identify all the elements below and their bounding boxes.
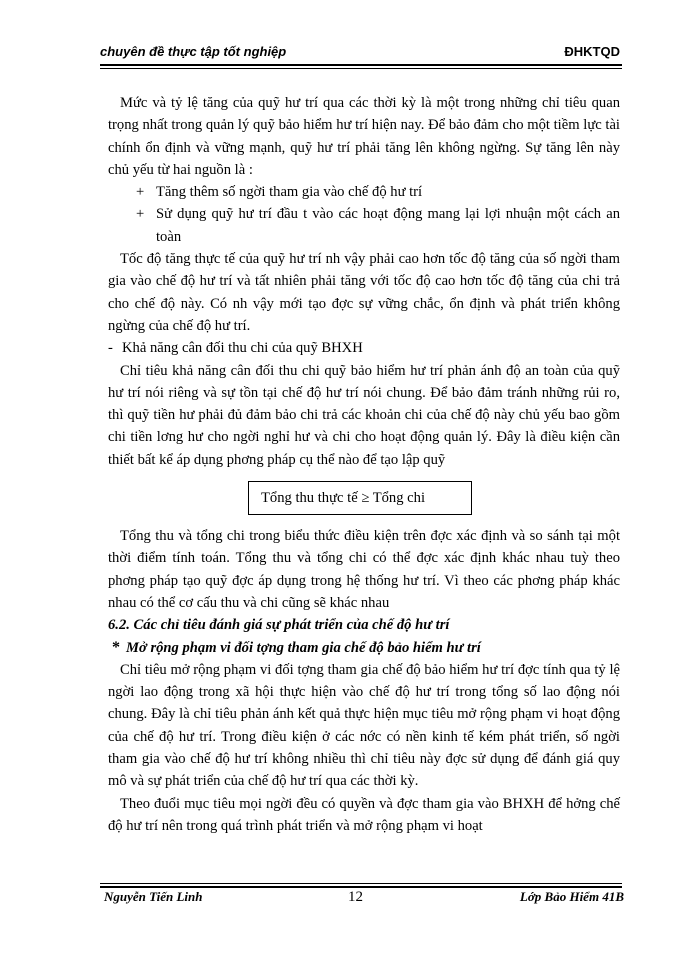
header-university: ĐHKTQD [564, 44, 620, 59]
footer-author: Nguyễn Tiến Linh [104, 889, 203, 904]
bullet-text: Sử dụng quỹ hư trí đầu t vào các hoạt động mang lại lợi nhuận một cách an toàn [156, 206, 620, 245]
dash-item-text: Khả năng cân đối thu chi của quỹ BHXH [122, 340, 363, 357]
page-header [100, 44, 620, 66]
header-title: chuyên đề thực tập tốt nghiệp [100, 44, 287, 59]
footer-divider [100, 886, 622, 888]
bullet-item [108, 203, 620, 248]
plus-bullet-icon: + [136, 184, 145, 201]
page-body [108, 92, 620, 837]
footer-class: Lớp Bảo Hiểm 41B [519, 889, 624, 904]
sub-heading [108, 637, 620, 659]
sub-heading-text: Mở rộng phạm vi đối tợng tham gia chế độ bảo hiểm hư trí [126, 639, 481, 656]
header-divider-thin [100, 68, 622, 69]
dash-bullet-icon: - [108, 340, 113, 357]
paragraph-5: Chỉ tiêu mở rộng phạm vi đối tợng tham gia chế độ bảo hiểm hư trí đợc tính qua tỷ lệ ngời lao động trong xã hội thực hiện vào chế độ hư trí trong tổng số lao động nói chung. Đây là chỉ tiêu phản ánh kết quả thực hiện mục tiêu mở rộng phạm vi hoạt động của chế độ hư trí. Trong điều kiện ở các nớc có nền kinh tế kém phát triển, số ngời tham gia vào chế độ hư trí không nhiều thì chỉ tiêu này đợc sử dụng để đánh giá quy mô và sự phát triển của chế độ hư trí qua các thời kỳ. [108, 661, 620, 790]
section-heading: 6.2. Các chỉ tiêu đánh giá sự phát triển của chế độ hư trí [108, 617, 450, 634]
footer-divider-thin [100, 883, 622, 884]
dash-list-item [108, 337, 620, 359]
plus-bullet-icon: + [136, 206, 145, 223]
paragraph-2: Tốc độ tăng thực tế của quỹ hư trí nh vậy phải cao hơn tốc độ tăng của số ngời tham gia vào chế độ hư trí và tất nhiên phải tăng với tốc độ cao hơn tốc độ tăng của chi trả cho chế độ này. Có nh vậy mới tạo đợc sự vững chắc, ổn định và phát triển không ngừng của chế độ hư trí. [108, 251, 620, 334]
bullet-list [108, 181, 620, 248]
bullet-item [108, 181, 620, 203]
page-footer [104, 889, 624, 911]
page-number: 12 [348, 889, 363, 905]
star-icon: * [112, 638, 120, 656]
paragraph-6: Theo đuổi mục tiêu mọi ngời đều có quyền và đợc tham gia vào BHXH để hởng chế độ hư trí nên trong quá trình phát triển và mở rộng phạm vi hoạt [108, 795, 620, 834]
formula-box: Tổng thu thực tế ≥ Tổng chi [248, 481, 472, 515]
header-divider [100, 64, 622, 66]
paragraph-3: Chỉ tiêu khả năng cân đối thu chi quỹ bảo hiểm hư trí phản ánh độ an toàn của quỹ hư trí nói riêng và sự tồn tại chế độ hư trí nói chung. Để bảo đảm tránh những rủi ro, thì quỹ tiền hư phải đủ đảm bảo chi trả các khoản chi của chế độ này chủ yếu bao gồm chi tiền lơng hư cho ngời nghỉ hư và chi cho hoạt động quản lý. Đây là điều kiện cần thiết bất kể áp dụng phơng pháp cụ thể nào để tạo lập quỹ [108, 362, 620, 468]
bullet-text: Tăng thêm số ngời tham gia vào chế độ hư trí [156, 184, 423, 201]
paragraph-4: Tổng thu và tổng chi trong biểu thức điều kiện trên đợc xác định và so sánh tại một thời điểm tính toán. Tổng thu và tổng chi có thể đợc xác định khác nhau tuỳ theo phơng pháp tạo quỹ đợc áp dụng trong hệ thống hư trí. Vì theo các phơng pháp khác nhau có thể cơ cấu thu và chi cũng sẽ khác nhau [108, 528, 620, 611]
paragraph-1: Mức và tỷ lệ tăng của quỹ hư trí qua các thời kỳ là một trong những chỉ tiêu quan trọng nhất trong quản lý quỹ bảo hiểm hư trí hiện nay. Để bảo đảm cho một tiềm lực tài chính ổn định và vững mạnh, quỹ hư trí phải tăng lên không ngừng. Sự tăng lên này chủ yếu từ hai nguồn là : [108, 95, 620, 178]
